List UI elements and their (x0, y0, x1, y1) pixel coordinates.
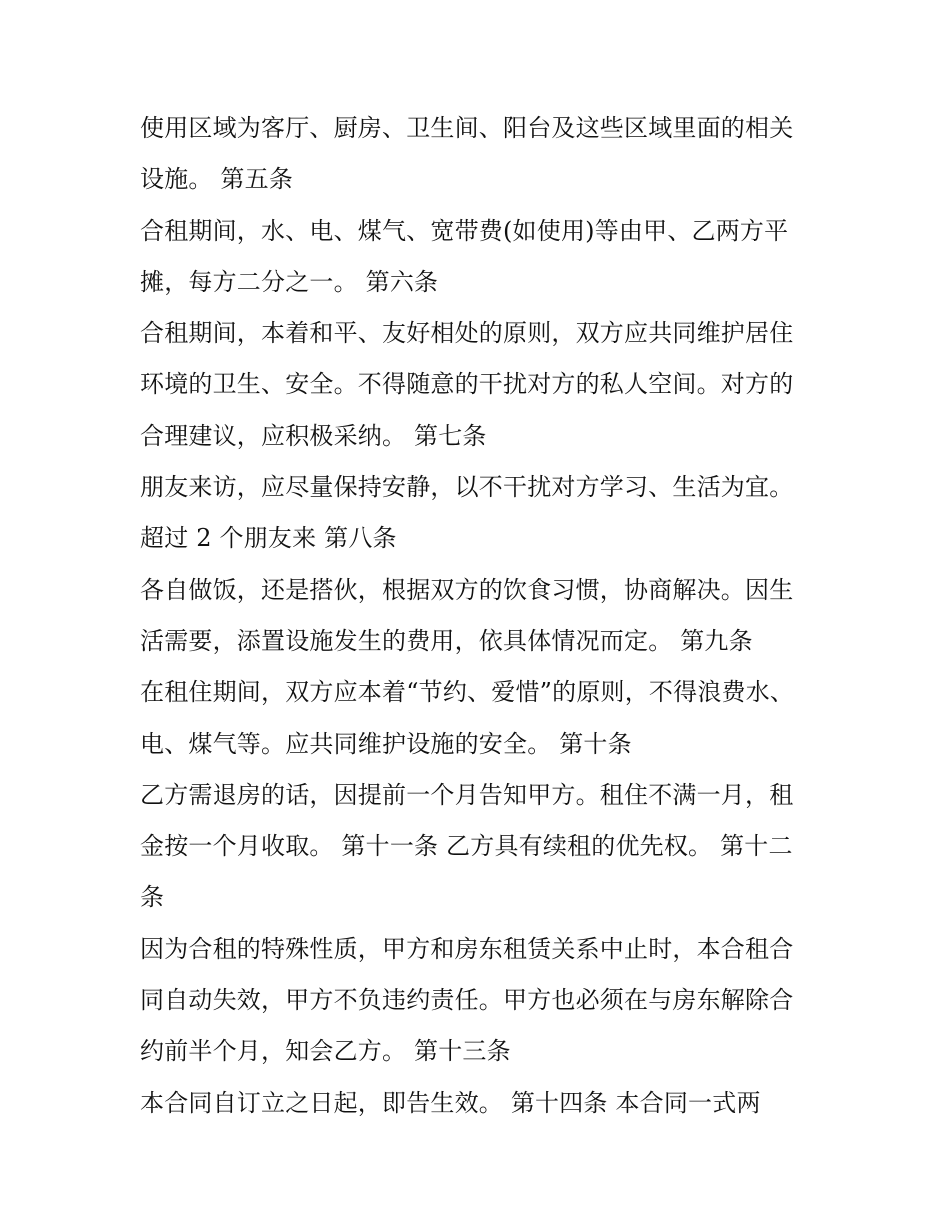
text-line: 朋友来访，应尽量保持安静，以不干扰对方学习、生活为宜。 (140, 473, 794, 502)
text-line: 合租期间，本着和平、友好相处的原则，双方应共同维护居住 (140, 319, 794, 348)
text-line: 因为合租的特殊性质，甲方和房东租赁关系中止时，本合租合 (140, 934, 794, 963)
text-line: 使用区域为客厅、厨房、卫生间、阳台及这些区域里面的相关 (140, 114, 794, 142)
text-line: 金按一个月收取。 第十一条 乙方具有续租的优先权。 第十二 (140, 832, 793, 861)
text-line: 合理建议，应积极采纳。 第七条 (140, 421, 487, 450)
text-line: 设施。 第五条 (140, 165, 294, 194)
text-line: 摊，每方二分之一。 第六条 (140, 267, 439, 296)
text-line: 各自做饭，还是搭伙，根据双方的饮食习惯，协商解决。因生 (140, 575, 794, 604)
text-line: 合租期间，水、电、煤气、宽带费(如使用)等由甲、乙两方平 (140, 216, 789, 245)
text-line: 约前半个月，知会乙方。 第十三条 (140, 1037, 511, 1066)
text-line: 电、煤气等。应共同维护设施的安全。 第十条 (140, 729, 632, 758)
text-line: 同自动失效，甲方不负违约责任。甲方也必须在与房东解除合 (140, 986, 794, 1015)
text-line: 在租住期间，双方应本着“节约、爱惜”的原则，不得浪费水、 (140, 678, 795, 707)
text-line: 活需要，添置设施发生的费用，依具体情况而定。 第九条 (140, 626, 753, 655)
text-line: 超过 2 个朋友来 第八条 (140, 524, 397, 553)
text-line: 条 (140, 883, 165, 912)
text-line: 本合同自订立之日起，即告生效。 第十四条 本合同一式两 (140, 1088, 761, 1117)
contract-text-body (140, 103, 820, 1129)
text-line: 环境的卫生、安全。不得随意的干扰对方的私人空间。对方的 (140, 370, 794, 399)
text-line: 乙方需退房的话，因提前一个月告知甲方。租住不满一月，租 (140, 780, 794, 809)
